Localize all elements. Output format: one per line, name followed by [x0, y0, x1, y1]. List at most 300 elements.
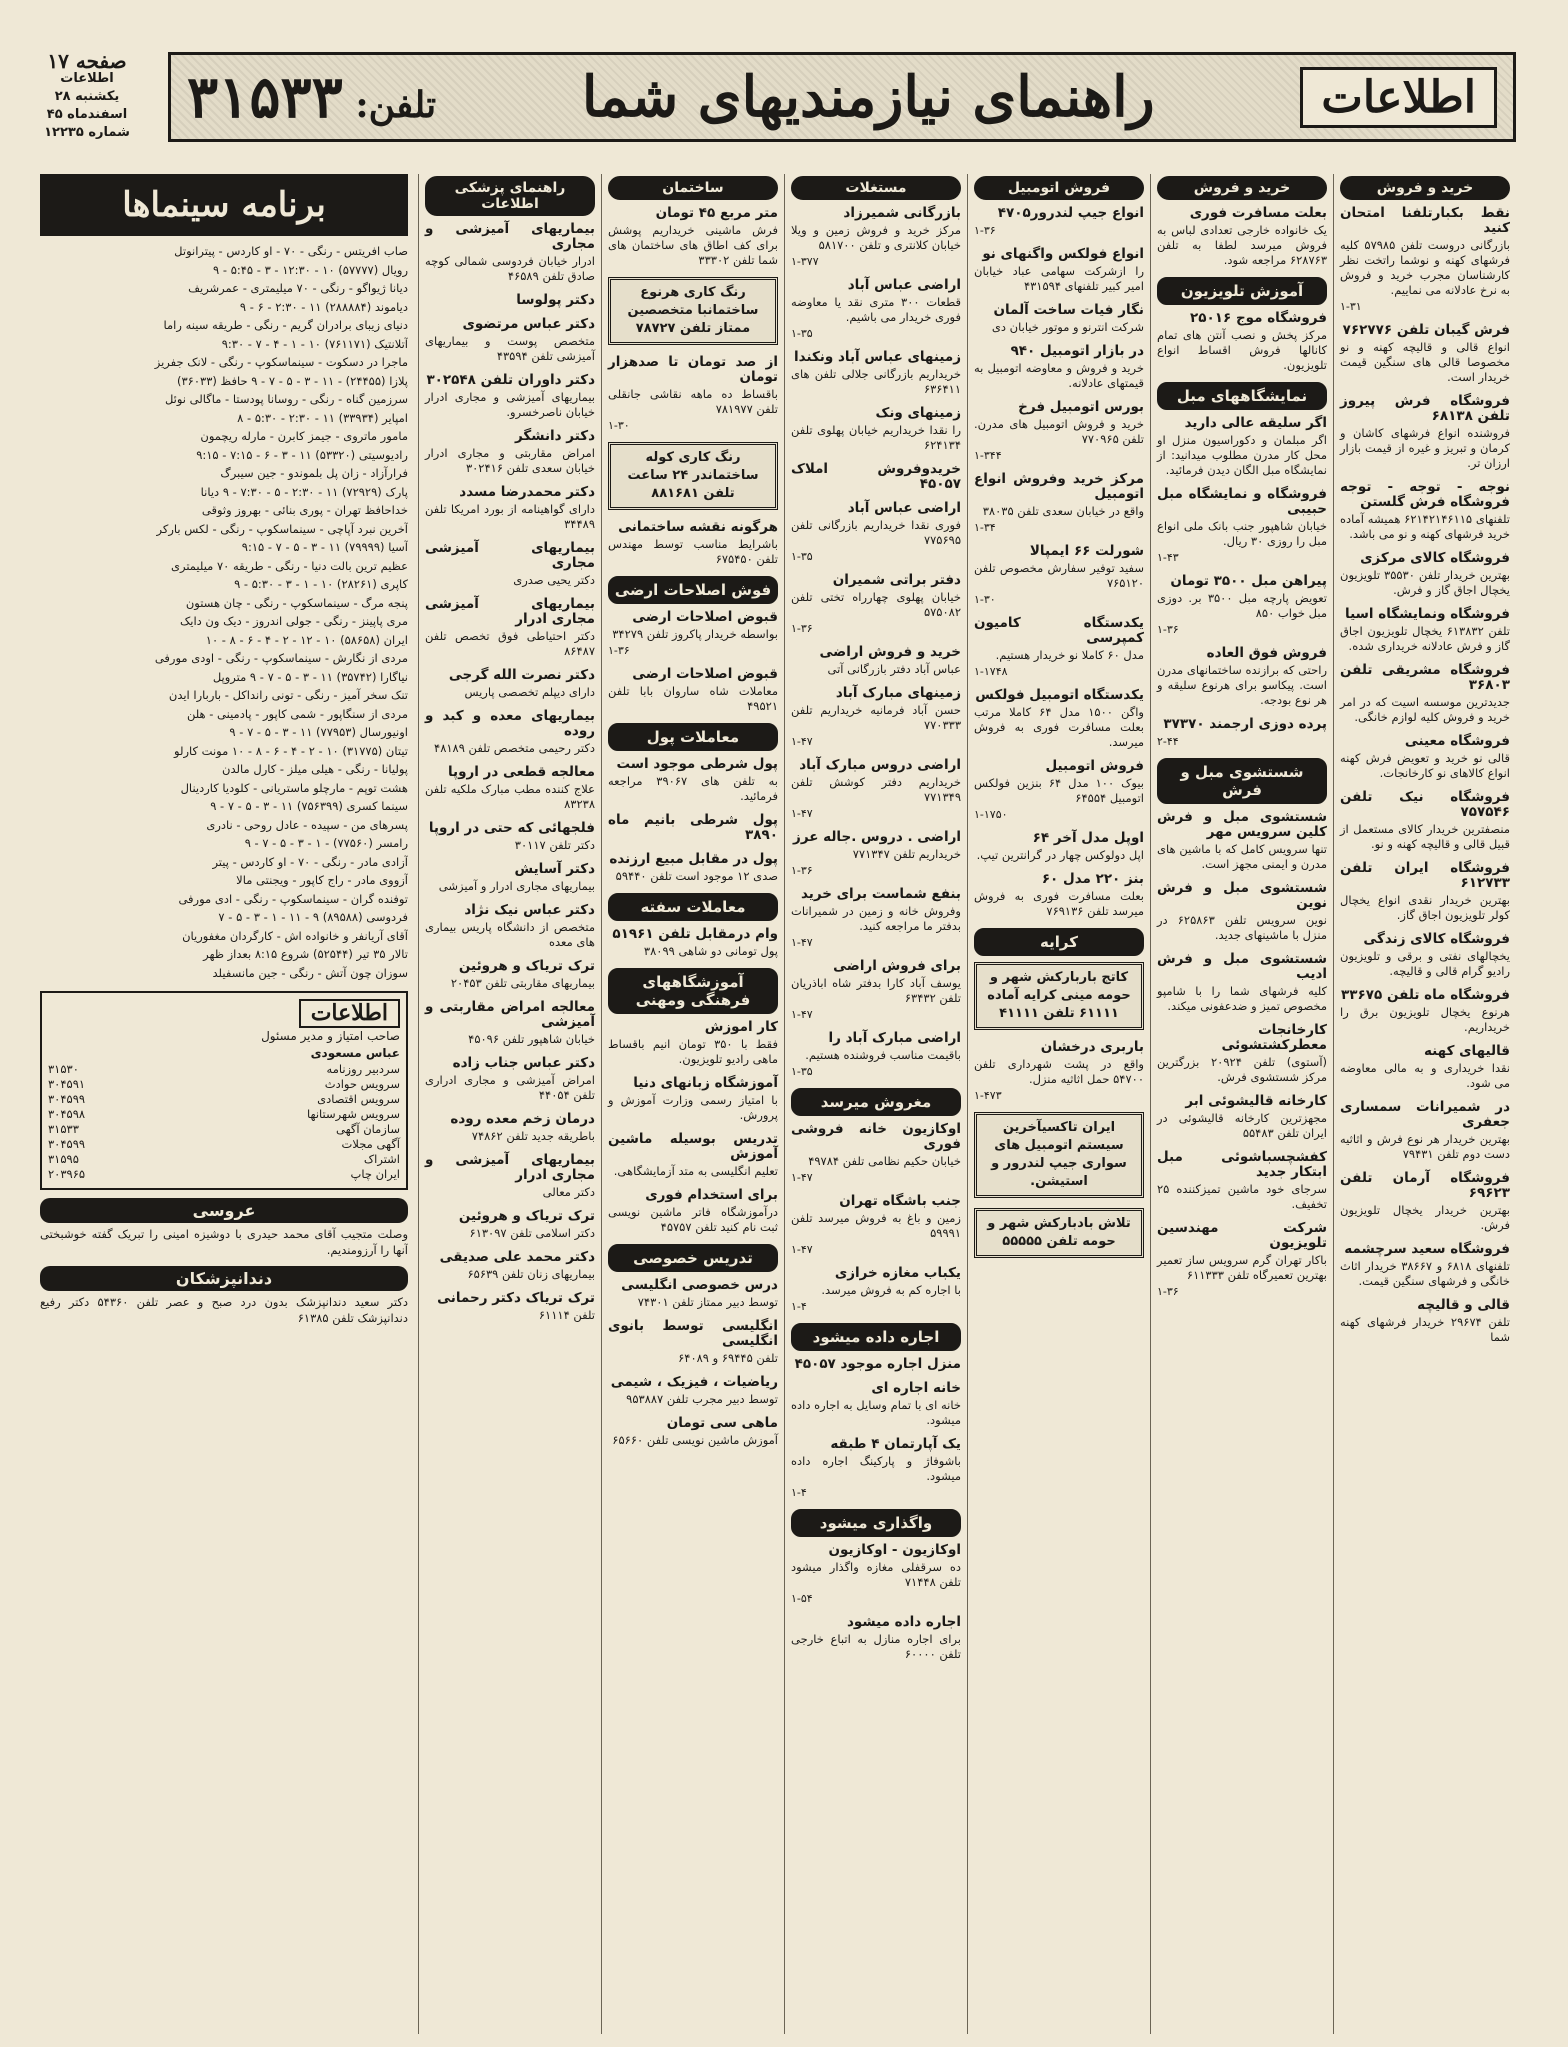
ad-body: به تلفن های ۳۹۰۶۷ مراجعه فرمائید. — [608, 774, 778, 803]
ad-body: دارای گواهینامه از بورد امریکا تلفن ۳۴۴۸۹ — [425, 502, 595, 531]
classified-ad — [1340, 1171, 1510, 1233]
ad-title: یکدستگاه اتومبیل فولکس — [975, 687, 1144, 703]
ad-body: زمین و باغ به فروش میرسد تلفن ۵۹۹۹۱ — [791, 1211, 961, 1240]
publisher-box — [40, 991, 408, 1190]
ad-title: تدریس بوسیله ماشین آموزش — [608, 1131, 778, 1162]
phone-row — [48, 1077, 400, 1092]
phone-row — [48, 1092, 400, 1107]
ad-body: توسط دبیر ممتاز تلفن ۷۴۳۰۱ — [637, 1295, 778, 1309]
ad-title: در بازار اتومبیل ۹۴۰ — [1010, 343, 1144, 359]
classified-ad — [791, 1266, 961, 1314]
ad-title: اراضی مبارک آباد را — [828, 1030, 961, 1046]
ad-title: ترک تریاک و هروئین — [458, 958, 595, 974]
classified-ad — [791, 1543, 961, 1606]
ad-title: فروشگاه مشریقی تلفن ۳۶۸۰۳ — [1340, 662, 1510, 693]
ad-title: آموزشگاه زبانهای دنیا — [633, 1075, 778, 1091]
ad-body: خریداریم تلفن ۷۷۱۳۴۷ — [852, 847, 961, 861]
ad-title: قبوض اصلاحات ارضی — [632, 666, 778, 682]
ad-title: پول شرطی بانیم ماه ۳۸۹۰ — [608, 812, 778, 843]
classified-ad — [608, 520, 778, 567]
phone-number: ۳۰۴۵۹۱ — [48, 1077, 86, 1091]
cinema-listing: آسیا (۷۹۹۹۹) ۱۱ - ۳ - ۵ - ۷ - ۹:۱۵ — [241, 540, 408, 554]
ad-body: با متخصصین ممتاز تلفن ۷۸۷۲۷ — [627, 303, 751, 336]
section-heading: آموزش تلویزیون — [1157, 277, 1327, 305]
cinema-listing: ایران (۵۸۶۵۸) ۱۰ - ۱۲ - ۲ - ۴ - ۶ - ۸ - ۱۰ — [205, 632, 408, 647]
column-heading: مستغلات — [791, 176, 961, 200]
classified-ad — [608, 610, 778, 658]
ad-body: باکار تهران گرم سرویس ساز تعمیر بهترین تعمیرگاه تلفن ۶۱۱۳۳۳ — [1157, 1253, 1327, 1282]
ad-title: فروشگاه کالای زندگی — [1363, 931, 1510, 947]
ad-title: فروشگاه نیک تلفن ۷۵۷۵۴۶ — [1340, 789, 1510, 820]
ad-title: فروشگاه کالای مرکزی — [1360, 550, 1510, 566]
ad-title: شرکت مهندسین تلویزیون — [1157, 1220, 1327, 1251]
ad-body: بازرگانی دروست تلفن ۵۷۹۸۵ کلیه فرشهای کهنه و نوشما راتخت نظر کارشناسان مجرب خرید و فروش به نرخ عادلانه می نماییم. — [1340, 238, 1510, 297]
ad-ref: ۱-۳۵ — [791, 327, 813, 340]
classified-ad — [425, 222, 595, 284]
classified-ad — [608, 206, 778, 268]
ad-body: متخصص از دانشگاه پاریس بیماری های معده — [425, 920, 595, 949]
issue-day: یکشنبه ۲۸ — [54, 89, 120, 104]
ad-body: دکتر رحیمی متخصص تلفن ۴۸۱۸۹ — [434, 741, 595, 755]
classified-ad — [608, 1278, 778, 1310]
ad-body: تعویض پارچه مبل ۳۵۰۰ بر. دوزی مبل خواب ۸۵۰ — [1157, 591, 1327, 620]
ad-body: انواع قالی و قالیچه کهنه و نو مخصوصا قالی های سنگین قیمت خریدار است. — [1340, 340, 1510, 384]
ad-body: تلفن ۶۹۴۴۵ و ۶۴۰۸۹ — [678, 1351, 778, 1365]
classified-ad — [425, 959, 595, 991]
section-heading: آموزشگاههای فرهنگی ومهنی — [608, 968, 778, 1014]
ad-title: اوکازیون خانه فروشی فوری — [791, 1121, 961, 1152]
ad-title: بیماریهای آمیزشی مجاری ادرار — [425, 596, 595, 627]
ad-body: بواسطه خریدار پاکروز تلفن ۳۴۲۷۹ — [612, 627, 778, 641]
classified-ad — [1157, 1094, 1327, 1141]
ad-ref: ۱-۴۳ — [1157, 551, 1179, 564]
ad-body: قطعات ۳۰۰ متری نقد یا معاوضه فوری خریدار می باشیم. — [791, 295, 961, 324]
ad-body: با امتیاز رسمی وزارت آموزش و پرورش. — [608, 1093, 778, 1122]
ad-body: شرکت انترنو و موتور خیابان دی — [991, 320, 1144, 334]
phone-number: ۳۰۴۵۹۹ — [48, 1137, 86, 1151]
issue-info — [14, 49, 160, 144]
ad-title: بازرگانی شمیرزاد — [843, 205, 961, 221]
phone-number: ۳۱۵۹۵ — [48, 1152, 79, 1166]
phone-number: ۳۱۵۳۳ — [48, 1122, 79, 1136]
ad-body: فرش ماشینی خریداریم پوشش برای کف اطاق های ساختمان های شما تلفن ۳۳۳۰۲ — [608, 223, 778, 267]
ad-title: هرگونه نقشه ساختمانی — [618, 519, 778, 535]
classified-ad — [425, 709, 595, 756]
ad-ref: ۱-۳۶ — [791, 864, 813, 877]
ad-body: واگن ۱۵۰۰ مدل ۶۴ کاملا مرتب بعلت مسافرت فوری به فروش میرسد. — [974, 705, 1144, 749]
cinema-listing: آقای آریانفر و خانواده اش - کارگردان مغفوریان — [182, 928, 408, 943]
ad-body: یوسف آباد کارا بدفتر شاه اباذریان تلفن ۶۳۴۳۲ — [791, 976, 961, 1005]
ad-title: پرده دوزی ارجمند ۳۷۳۷۰ — [1163, 716, 1327, 732]
ad-ref: ۱-۳۶ — [1157, 623, 1179, 636]
ad-body: مرکز خرید و فروش زمین و ویلا خیابان کلانتری و تلفن ۵۸۱۷۰۰ — [791, 223, 961, 252]
phone-row — [48, 1122, 400, 1137]
classified-ad — [1340, 480, 1510, 542]
ad-body: آخرین سیستم اتومبیل های سواری جیپ لندرور و استیشن. — [991, 1120, 1127, 1189]
cinema-listing: رادیوسیتی (۵۳۳۲۰) ۱۱ - ۳ - ۶ - ۷:۱۵ - ۹:۱۵ — [196, 447, 408, 462]
ad-title: اراضی دروس مبارک آباد — [799, 757, 961, 773]
ad-body: تلفنهای ۶۸۱۸ و ۳۸۶۶۷ خریدار اثاث خانگی و فرشهای سنگین قیمت. — [1340, 1259, 1510, 1288]
classified-ad — [791, 887, 961, 950]
classified-ad — [425, 541, 595, 588]
issue-paper: اطلاعات — [60, 71, 114, 86]
ad-body: صدی ۱۲ موجود است تلفن ۵۹۴۴۰ — [615, 869, 778, 883]
column-1 — [1333, 174, 1516, 2034]
ad-body: باقیمت مناسب فروشنده هستیم. — [805, 1048, 961, 1062]
ad-ref: ۱-۳۶ — [791, 622, 813, 635]
ad-title: اراضی . دروس .جاله عرز — [793, 829, 961, 845]
ad-title: فروشگاه ماه تلفن ۳۳۶۷۵ — [1341, 987, 1510, 1003]
classified-ad — [608, 442, 778, 510]
classified-columns — [416, 174, 1516, 2034]
ad-title: معالجه امراض مقاربتی و آمیزشی — [425, 999, 595, 1030]
classified-ad — [425, 765, 595, 812]
ad-title: جنب باشگاه تهران — [839, 1193, 961, 1209]
ad-title: شستشوی مبل و فرش کلین سرویس مهر — [1157, 809, 1327, 840]
classified-ad — [1157, 717, 1327, 749]
ad-body: بیماریهای آمیزشی و مجاری ادرار خیابان ناصرخسرو. — [425, 390, 595, 419]
ad-body: خیابان شاهپور تلفن ۴۵۰۹۶ — [468, 1032, 595, 1046]
ad-body: حسن آباد فرمانیه خریداریم تلفن ۷۷۰۳۳۳ — [791, 703, 961, 732]
cinema-listing: آزووی مادر - راج کاپور - ویجنتی مالا — [236, 873, 408, 887]
cinema-listing: امپایر (۳۳۹۳۴) ۱۱ - ۲:۳۰ - ۵:۳۰ - ۸ — [237, 410, 408, 425]
classified-ad — [608, 1416, 778, 1448]
cinema-listing: سرزمین گناه - رنگی - روسانا پودستا - ماگالی نوئل — [164, 392, 408, 406]
ad-title: انواع فولکس واگنهای نو — [982, 246, 1144, 262]
ad-body: یک خانواده خارجی تعدادی لباس به فروش میرسد لطفا به تلفن ۶۲۸۷۶۳ مراجعه شود. — [1157, 223, 1327, 267]
cinema-listing: آخرین نبرد آپاچی - سینماسکوپ - رنگی - لکس بارکر — [156, 521, 408, 536]
ad-title: تلاش باد — [1077, 1216, 1131, 1231]
section-heading: معاملات سفته — [608, 893, 778, 921]
ad-title: کفشچسباشوئی مبل ابتکار جدید — [1157, 1149, 1327, 1180]
ad-body: دکتر احتیاطی فوق تخصص تلفن ۸۶۴۸۷ — [425, 629, 595, 658]
classified-ad — [608, 757, 778, 804]
ad-title: از صد تومان تا صدهزار تومان — [608, 354, 778, 385]
ad-ref: ۱-۳۰ — [608, 419, 630, 432]
phone-number: ۳۰۴۵۹۹ — [48, 1092, 86, 1106]
ad-title: ترک تریاک دکتر رحمانی — [437, 1290, 595, 1306]
section-heading: شستشوی مبل و فرش — [1157, 758, 1327, 804]
ad-title: بیماریهای آمیزشی و مجاری — [425, 221, 595, 252]
ad-body: کلیه فرشهای شما را با شامپو مخصوص تمیز و ضدعفونی میکند. — [1157, 984, 1327, 1013]
column-4 — [784, 174, 967, 2034]
ad-ref: ۱-۱۷۵۰ — [974, 808, 1008, 821]
ad-title: شستشوی مبل و فرش نوین — [1157, 880, 1327, 911]
cinema-listing: مامور ماتروی - جیمز کابرن - مارله ریچمون — [200, 429, 408, 443]
ad-ref: ۱-۳۶ — [1157, 1285, 1179, 1298]
ad-body: بارکش شهر و حومه مینی کرایه آماده ۶۱۱۱۱ تلفن ۴۱۱۱۱ — [987, 970, 1131, 1021]
cinema-listing: عظیم ترین بالت دنیا - رنگی - طریقه ۷۰ میلیمتری — [170, 558, 408, 573]
ad-title: پیراهن مبل ۳۵۰۰ تومان — [1170, 573, 1327, 589]
classified-ad — [791, 686, 961, 749]
cinema-listing: نیاگارا (۳۵۷۴۲) ۱۱ - ۳ - ۵ - ۷ - ۹ متروپل — [212, 669, 408, 684]
ad-title: یک آپارتمان ۴ طبقه — [830, 1436, 961, 1452]
masthead-phone — [187, 63, 436, 131]
cinema-listing: مری پاپینز - رنگی - جولی اندروز - دیک ون دایک — [179, 614, 408, 628]
masthead — [168, 52, 1516, 142]
classified-ad — [1340, 1242, 1510, 1289]
ad-body: بیوک ۱۰۰ مدل ۶۴ بنزین فولکس اتومبیل ۶۴۵۵۴ — [974, 776, 1144, 805]
ad-body: دکتر اسلامی تلفن ۶۱۳۰۹۷ — [469, 1226, 595, 1240]
classified-ad — [1340, 1044, 1510, 1091]
ad-title: بیماریهای آمیزشی مجاری — [425, 540, 595, 571]
ad-title: دکتر محمد علی صدیقی — [439, 1249, 595, 1265]
ad-body: سفید توفیر سفارش مخصوص تلفن ۷۶۵۱۲۰ — [974, 561, 1144, 590]
cinema-listing: رامسر (۷۷۵۶۰) - ۱ - ۳ - ۵ - ۷ - ۹ — [244, 836, 408, 850]
classified-ad — [425, 1291, 595, 1323]
classified-ad — [608, 927, 778, 959]
masthead-title: راهنمای نیازمندیهای شما — [581, 64, 1155, 130]
classified-ad — [425, 1209, 595, 1241]
ad-title: دکتر محمدرضا مسدد — [459, 484, 595, 500]
ad-title: خانه اجاره ای — [871, 1380, 961, 1396]
ad-title: دکتر عباس نیک نژاد — [464, 902, 595, 918]
classified-ad — [608, 813, 778, 843]
phone-row — [48, 1137, 400, 1152]
ad-body: نوین سرویس تلفن ۶۲۵۸۶۳ در منزل با ماشینهای جدید. — [1157, 913, 1327, 942]
classified-ad — [791, 758, 961, 821]
classified-ad — [425, 429, 595, 476]
ad-title: بورس اتومبیل فرخ — [1018, 399, 1144, 415]
classified-ad — [1157, 487, 1327, 565]
ad-ref: ۱-۳۶ — [608, 644, 630, 657]
ad-title: فروشگاه ونمایشگاه اسیا — [1345, 606, 1510, 622]
phone-row — [48, 1152, 400, 1167]
ad-body: با اجاره کم به فروش میرسد. — [821, 1283, 961, 1297]
cinema-listings — [40, 244, 408, 981]
ad-title: دفتر براتی شمیران — [832, 572, 961, 588]
classified-ad — [974, 1112, 1144, 1198]
ad-body: آموزش ماشین نویسی تلفن ۶۵۶۶۰ — [612, 1433, 778, 1447]
ad-body: تلفنهای ۶۲۱۴۲۱۴۶۱۱۵ همیشه آماده خرید فرشهای کهنه و نو می باشد. — [1340, 512, 1510, 541]
section-heading: نمایشگاههای مبل — [1157, 382, 1327, 410]
ad-body: عباس آباد دفتر بازرگانی آتی — [827, 662, 961, 676]
publisher-phones — [48, 1062, 400, 1182]
cinema-listing: آزادی مادر - رنگی - ۷۰ - او کاردس - پیتر — [212, 854, 408, 869]
ad-title: نقط بکبارتلفنا امتحان کنید — [1340, 205, 1510, 236]
ad-title: اوپل مدل آخر ۶۴ — [1032, 830, 1144, 846]
ad-title: اجاره داده میشود — [846, 1614, 961, 1630]
ad-body: را نقدا خریداریم خیابان پهلوی تلفن ۶۲۴۱۳۴ — [791, 423, 961, 452]
classified-ad — [791, 959, 961, 1022]
ad-title: درمان زخم معده روده — [450, 1111, 595, 1127]
cinema-listing: تنک سخر آمیز - رنگی - تونی رانداکل - باربارا ایدن — [168, 688, 408, 702]
cinema-listing: ماجرا در دسکوت - سینماسکوپ - رنگی - لانک جفریز — [154, 355, 408, 369]
masthead-phone-label: تلفن: — [355, 84, 437, 126]
ad-title: شستشوی مبل و فرش ادیب — [1157, 951, 1327, 982]
classified-ad — [1340, 1100, 1510, 1162]
classified-ad — [1157, 1150, 1327, 1212]
ad-body: خیابان شاهپور جنب بانک ملی انواع مبل را روزی ۳۰ ریال. — [1157, 519, 1327, 548]
ad-body: ده سرقفلی مغازه واگذار میشود تلفن ۷۱۴۴۸ — [791, 1560, 961, 1589]
ad-title: متر مربع ۴۵ تومان — [655, 205, 778, 221]
ad-title: کاتج بار — [1079, 970, 1129, 985]
cinema-listing: پولیانا - رنگی - هیلی میلز - کارل مالدن — [222, 762, 408, 776]
ad-title: کارخانجات معطرکشتشوئی — [1221, 1022, 1327, 1053]
ad-title: مرکز خرید وفروش انواع اتومبیل — [974, 471, 1144, 502]
classified-ad — [608, 1020, 778, 1067]
ad-title: برای فروش اراضی — [833, 958, 961, 974]
classified-ad — [791, 278, 961, 341]
ad-ref: ۱-۴۷۳ — [974, 1089, 1002, 1102]
classified-ad — [974, 206, 1144, 238]
classified-ad — [791, 1031, 961, 1079]
ad-body: باطریقه جدید تلفن ۷۴۸۶۲ — [471, 1129, 595, 1143]
column-heading: ساختمان — [608, 176, 778, 200]
cinema-listing: سوزان چون آتش - رنگی - جین مانسفیلد — [212, 965, 408, 980]
classified-ad — [974, 472, 1144, 535]
classified-ad — [425, 293, 595, 308]
ad-title: ریاضیات ، فیزیک ، شیمی — [610, 1374, 778, 1390]
ad-body: واقع در پشت شهرداری تلفن ۵۴۷۰۰ حمل اثاثیه منزل. — [974, 1057, 1144, 1086]
ad-body: امراض آمیزشی و مجاری ادراری تلفن ۴۴۰۵۴ — [425, 1073, 595, 1102]
classified-ad — [791, 1357, 961, 1372]
classified-ad — [974, 400, 1144, 463]
ad-body: بارکش شهر و حومه تلفن ۵۵۵۵۵ — [987, 1216, 1116, 1249]
phone-label: سردبیر روزنامه — [326, 1062, 400, 1076]
column-5 — [601, 174, 784, 2034]
classified-ad — [608, 1375, 778, 1407]
ad-ref: ۲-۴۴ — [1157, 735, 1179, 748]
ad-body: دکتر تلفن ۳۰۱۱۷ — [514, 838, 595, 852]
classified-ad — [791, 206, 961, 269]
ad-title: فروشگاه آرمان تلفن ۶۹۶۲۳ — [1340, 1170, 1510, 1201]
ad-body: مجهزترین کارخانه قالیشوئی در ایران تلفن ۵۵۴۸۳ — [1157, 1111, 1327, 1140]
classified-ad — [974, 616, 1144, 679]
ad-title: اگر سلیقه عالی دارید — [1184, 415, 1327, 431]
ad-title: یکباب مغازه خرازی — [834, 1265, 961, 1281]
classified-ad — [608, 852, 778, 884]
ad-body: مرکز پخش و نصب آنتن های تمام کانالها فروش اقساط انواع تلویزیون. — [1157, 328, 1327, 372]
ad-title: انگلیسی توسط بانوی انگلیسی — [608, 1318, 778, 1349]
ad-body: راحتی که برازنده ساختمانهای مدرن است. پیکاسو برای هرنوع سلیقه و هر نوع بودجه. — [1157, 663, 1327, 707]
ad-title: فروشگاه و نمایشگاه مبل حبیبی — [1157, 486, 1327, 517]
ad-title: فروش فوق العاده — [1206, 645, 1327, 661]
ad-ref: ۱-۴۷ — [791, 1243, 813, 1256]
ad-body: معاملات شاه ساروان بابا تلفن ۴۹۵۲۱ — [608, 684, 778, 713]
classified-ad — [608, 277, 778, 345]
classified-ad — [791, 1615, 961, 1662]
ad-title: منزل اجاره موجود ۴۵۰۵۷ — [794, 1356, 961, 1372]
classified-ad — [1340, 323, 1510, 385]
ad-body: متخصص پوست و بیماریهای آمیزشی تلفن ۴۳۵۹۴ — [425, 334, 595, 363]
ad-ref: ۱-۳۷۷ — [791, 255, 819, 268]
publisher-line1: صاحب امتیاز و مدیر مسئول — [261, 1029, 400, 1043]
phone-number: ۳۰۴۵۹۸ — [48, 1107, 86, 1121]
ettelaat-logo: اطلاعات — [299, 999, 400, 1028]
ad-body: توسط دبیر مجرب تلفن ۹۵۳۸۸۷ — [626, 1392, 778, 1406]
classified-ad — [425, 485, 595, 532]
classified-ad — [1157, 1221, 1327, 1299]
phone-label: سازمان آگهی — [335, 1122, 400, 1136]
ad-title: نگار فیات ساخت آلمان — [993, 302, 1144, 318]
ad-title: قبوض اصلاحات ارضی — [632, 609, 778, 625]
classified-ad — [1340, 394, 1510, 471]
phone-label: آگهی مجلات — [341, 1137, 400, 1151]
classified-ad — [425, 821, 595, 853]
ad-body: اپل دولوکس چهار در گرانترین تیپ. — [976, 848, 1144, 862]
classified-ad — [425, 1112, 595, 1144]
issue-number: شماره ۱۲۲۳۵ — [44, 125, 130, 140]
classified-ad — [1340, 861, 1510, 923]
classified-ad — [1157, 810, 1327, 872]
ad-title: باربری درخشان — [1040, 1039, 1144, 1055]
cinema-listing: تالار ۳۵ تیر (۵۲۵۴۴) شروع ۸:۱۵ بعداز ظهر — [203, 947, 408, 961]
classified-ad — [425, 1250, 595, 1282]
cinema-listing: کاپری (۲۸۲۶۱) ۱۰ - ۱ - ۳ - ۵:۳۰ - ۹ — [234, 577, 408, 591]
ad-title: فروشگاه فرش پیروز تلفن ۶۸۱۳۸ — [1340, 393, 1510, 424]
ad-body: بهترین خریدار هر نوع فرش و اثاثیه دست دوم تلفن ۷۹۴۳۱ — [1340, 1132, 1510, 1161]
classified-ad — [608, 355, 778, 433]
ad-body: بیماریهای مجاری ادرار و آمیزشی — [438, 879, 595, 893]
classified-ad — [791, 645, 961, 677]
ad-title: دکتر داوران تلفن ۳۰۲۵۴۸ — [426, 372, 595, 388]
ad-ref: ۱-۳۶ — [974, 224, 996, 237]
classified-ad — [1157, 206, 1327, 268]
classified-ad — [1157, 416, 1327, 478]
ad-body: علاج کننده مطب مبارک ملکیه تلفن ۸۳۲۳۸ — [425, 782, 595, 811]
ad-body: وفروش خانه و زمین در شمیرانات بدفتر ما مراجعه کنید. — [791, 904, 961, 933]
ad-title: بیماریهای آمیزشی و مجاری ادرار — [425, 1152, 595, 1183]
ad-ref: ۱-۴۷ — [791, 936, 813, 949]
cinema-listing: تیتان (۳۱۷۷۵) ۱۰ - ۲ - ۴ - ۶ - ۸ - ۱۰ مونت کارلو — [174, 743, 408, 758]
ad-ref: ۱-۵۴ — [791, 1592, 813, 1605]
ad-body: باشرایط مناسب توسط مهندس تلفن ۶۷۵۴۵۰ — [608, 537, 778, 566]
ad-ref: ۱-۳۰ — [974, 593, 996, 606]
classified-ad — [1157, 574, 1327, 637]
ad-body: ادرار خیابان فردوسی شمالی کوچه صادق تلفن ۴۶۵۸۹ — [425, 254, 595, 283]
cinema-listing: پلازا (۲۴۴۵۵) - ۱۱ - ۳ - ۵ - ۷ - ۹ حافظ (۳۶۰۳۳) — [177, 373, 408, 388]
ad-title: دکتر عباس جناب زاده — [452, 1055, 595, 1071]
classified-ad — [425, 317, 595, 364]
ad-title: دکتر عباس مرتضوی — [462, 316, 595, 332]
ad-body: مدل ۶۰ کاملا نو خریدار هستیم. — [995, 648, 1144, 662]
cinema-banner: برنامه سینماها — [40, 174, 408, 236]
classified-ad — [791, 1437, 961, 1500]
cinema-listing: هشت توپم - مارچلو ماستریانی - کلودیا کاردینال — [180, 780, 408, 795]
dental-text: دکتر سعید دندانپزشک بدون درد صبح و عصر تلفن ۵۴۳۶۰ دکتر رفیع دندانپزشک تلفن ۶۱۳۸۵ — [40, 1295, 408, 1325]
classified-ad — [1157, 311, 1327, 373]
ad-title: ایران تاکسی — [1041, 1120, 1116, 1135]
classified-ad — [974, 831, 1144, 863]
publisher-line2: عباس مسعودی — [310, 1046, 400, 1060]
cinema-listing: دیاموند (۲۸۸۸۸۴) ۱۱ - ۲:۳۰ - ۶ - ۹ — [239, 299, 408, 314]
classified-ad — [791, 350, 961, 397]
column-heading: خرید و فروش — [1340, 176, 1510, 200]
ad-body: یخچالهای نفتی و برقی و تلویزیون رادیو گرام قالی و قالیچه. — [1340, 949, 1510, 978]
ad-title: در شمیرانات سمساری جعفری — [1340, 1099, 1510, 1130]
phone-label: ایران چاپ — [350, 1167, 400, 1181]
column-3 — [967, 174, 1150, 2034]
section-heading: معاملات پول — [608, 723, 778, 751]
classified-ad — [425, 1056, 595, 1103]
classified-ad — [1157, 1023, 1327, 1085]
ad-body: خانه ای با تمام وسایل به اجاره داده میشود. — [791, 1398, 961, 1427]
section-heading: اجاره داده میشود — [791, 1323, 961, 1351]
phone-label: اشتراک — [363, 1152, 400, 1166]
ad-body: دارای دیپلم تخصصی پاریس — [464, 685, 595, 699]
cinema-listing: توفنده گران - سینماسکوپ - رنگی - ادی مورفی — [178, 891, 408, 906]
ad-title: کارخانه قالیشوئی ابر — [1185, 1093, 1327, 1109]
ad-title: دکتر آسایش — [514, 861, 595, 877]
ad-ref: ۱-۳۴ — [974, 521, 996, 534]
classified-ad — [608, 667, 778, 714]
ad-title: فروش اتومبیل — [1045, 758, 1144, 774]
ad-title: فروشگاه موج ۲۵۰۱۶ — [1190, 310, 1327, 326]
cinema-listing: مردی از سنگاپور - شمی کاپور - پادمینی - هلن — [186, 706, 408, 721]
ad-body: (آستوی) تلفن ۲۰۹۲۴ بزرگترین مرکز شستشوی فرش. — [1157, 1055, 1327, 1084]
ad-title: درس خصوصی انگلیسی — [621, 1277, 778, 1293]
